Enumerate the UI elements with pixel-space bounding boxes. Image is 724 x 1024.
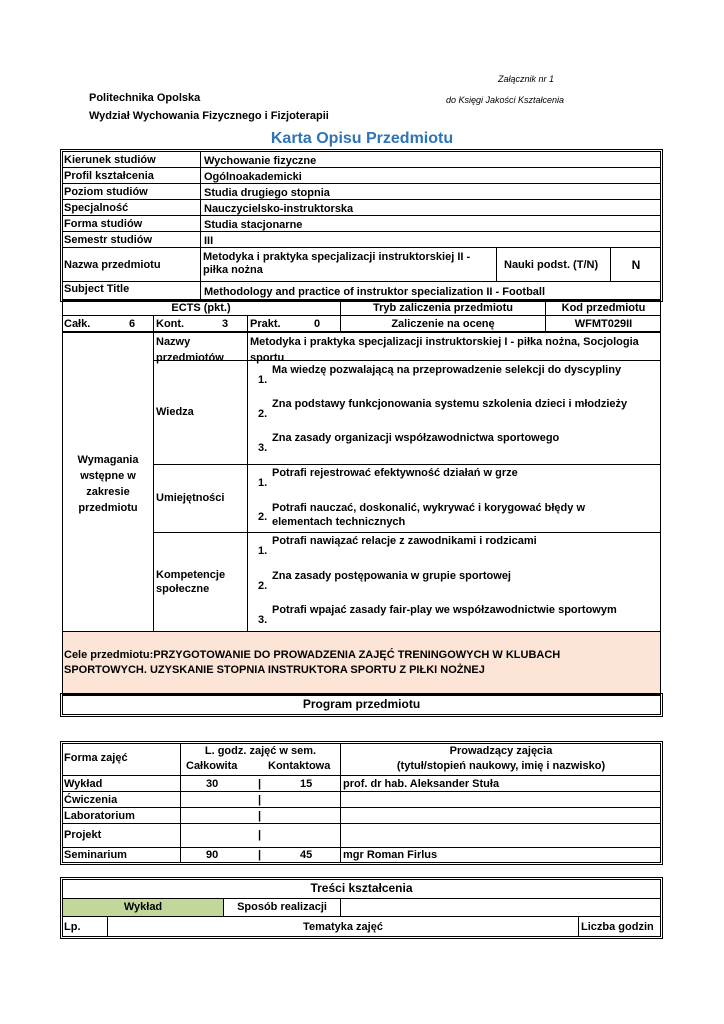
teacher-subheader: (tytuł/stopień naukowy, imię i nazwisko) xyxy=(396,760,606,772)
info-value-semestr: III xyxy=(204,235,214,247)
lp-header: Lp. xyxy=(64,921,81,933)
faculty-name: Wydział Wychowania Fizycznego i Fizjoterapii xyxy=(89,110,329,122)
subject-title-value: Methodology and practice of instruktor specialization II - Football xyxy=(204,286,546,298)
social-item-3: Potrafi wpajać zasady fair-play we współzawodnictwie sportowym xyxy=(272,604,617,616)
class-contact-seminarium: 45 xyxy=(300,849,313,861)
ects-contact-value: 3 xyxy=(222,318,229,330)
social-num-1: 1. xyxy=(258,545,268,557)
ects-header: ECTS (pkt.) xyxy=(171,302,231,314)
hours-count-header: Liczba godzin xyxy=(581,921,654,933)
class-sep-laboratorium: | xyxy=(258,810,262,822)
class-sep-projekt: | xyxy=(258,829,262,841)
class-sep-wyklad: | xyxy=(258,778,262,790)
method-label: Sposób realizacji xyxy=(237,901,327,913)
annex-label: Załącznik nr 1 xyxy=(498,74,555,84)
class-sep-cwiczenia: | xyxy=(258,794,262,806)
class-teacher-seminarium: mgr Roman Firlus xyxy=(343,849,438,861)
skills-item-1: Potrafi rejestrować efektywność działań w grze xyxy=(272,467,518,479)
knowledge-num-3: 3. xyxy=(258,442,268,454)
mode-value: Zaliczenie na ocenę xyxy=(391,318,495,330)
subject-label: Nazwa przedmiotu xyxy=(64,259,161,271)
class-form-seminarium: Seminarium xyxy=(64,849,127,861)
goals-text: Cele przedmiotu:PRZYGOTOWANIE DO PROWADZENIA ZAJĘĆ TRENINGOWYCH W KLUBACH SPORTOWYCH. UZYSKANIE STOPNIA INSTRUKTORA SPORTU Z PIŁKI NOŻNEJ xyxy=(64,649,561,676)
info-label-specjalnosc: Specjalność xyxy=(64,202,129,214)
class-form-wyklad: Wykład xyxy=(64,778,103,790)
lecture-label: Wykład xyxy=(123,901,163,913)
form-header: Forma zajęć xyxy=(64,752,128,764)
skills-label: Umiejętności xyxy=(156,492,225,504)
class-contact-wyklad: 15 xyxy=(300,778,313,790)
mode-header: Tryb zaliczenia przedmiotu xyxy=(373,302,513,314)
basic-science-value: N xyxy=(631,258,641,272)
subject-value: Metodyka i praktyka specjalizacji instruktorskiej II - piłka nożna xyxy=(203,251,471,276)
subject-title-label: Subject Title xyxy=(64,283,130,295)
knowledge-num-2: 2. xyxy=(258,408,268,420)
class-teacher-wyklad: prof. dr hab. Aleksander Stuła xyxy=(343,778,500,790)
knowledge-item-2: Zna podstawy funkcjonowania systemu szkolenia dzieci i młodzieży xyxy=(272,398,628,410)
code-header: Kod przedmiotu xyxy=(561,302,646,314)
page-title: Karta Opisu Przedmiotu xyxy=(270,130,454,147)
knowledge-item-1: Ma wiedzę pozwalającą na przeprowadzenie selekcji do dyscypliny xyxy=(272,364,622,376)
class-total-wyklad: 30 xyxy=(206,778,219,790)
ects-practical-label: Prakt. xyxy=(250,318,281,330)
hours-total-header: Całkowita xyxy=(186,760,238,772)
class-sep-seminarium: | xyxy=(258,849,262,861)
info-label-profil: Profil kształcenia xyxy=(64,170,154,182)
info-value-kierunek: Wychowanie fizyczne xyxy=(204,155,317,167)
info-value-profil: Ogólnoakademicki xyxy=(204,171,302,183)
class-form-cwiczenia: Ćwiczenia xyxy=(64,794,118,806)
program-title: Program przedmiotu xyxy=(302,697,421,711)
hours-header: L. godz. zajęć w sem. xyxy=(204,745,317,757)
hours-contact-header: Kontaktowa xyxy=(268,760,331,772)
code-value: WFMT029II xyxy=(574,318,633,330)
annex-sub-label: do Księgi Jakości Kształcenia xyxy=(446,95,565,105)
knowledge-label: Wiedza xyxy=(156,406,194,418)
skills-num-1: 1. xyxy=(258,477,268,489)
class-total-seminarium: 90 xyxy=(206,849,219,861)
social-num-3: 3. xyxy=(258,614,268,626)
info-label-kierunek: Kierunek studiów xyxy=(64,154,156,166)
info-value-specjalnosc: Nauczycielsko-instruktorska xyxy=(204,203,354,215)
ects-practical-value: 0 xyxy=(314,318,321,330)
skills-num-2: 2. xyxy=(258,511,268,523)
class-form-laboratorium: Laboratorium xyxy=(64,810,135,822)
teacher-header: Prowadzący zajęcia xyxy=(449,745,553,757)
info-label-forma: Forma studiów xyxy=(64,218,143,230)
prereq-names-label: Nazwy przedmiotów xyxy=(156,336,224,364)
social-item-1: Potrafi nawiązać relacje z zawodnikami i rodzicami xyxy=(272,535,537,547)
info-value-forma: Studia stacjonarne xyxy=(204,219,303,231)
requirements-label: Wymagania wstępne w zakresie przedmiotu xyxy=(77,454,139,514)
info-label-semestr: Semestr studiów xyxy=(64,234,153,246)
ects-contact-label: Kont. xyxy=(156,318,185,330)
university-name: Politechnika Opolska xyxy=(89,92,201,104)
ects-total-label: Całk. xyxy=(64,318,91,330)
info-label-poziom: Poziom studiów xyxy=(64,186,148,198)
basic-science-label: Nauki podst. (T/N) xyxy=(504,259,599,271)
knowledge-item-3: Zna zasady organizacji współzawodnictwa sportowego xyxy=(272,432,560,444)
class-form-projekt: Projekt xyxy=(64,829,102,841)
social-num-2: 2. xyxy=(258,580,268,592)
topic-header: Tematyka zajęć xyxy=(303,921,383,933)
info-value-poziom: Studia drugiego stopnia xyxy=(204,187,330,199)
ects-total-value: 6 xyxy=(129,318,136,330)
social-item-2: Zna zasady postępowania w grupie sportowej xyxy=(272,570,511,582)
social-label: Kompetencje społeczne xyxy=(156,569,226,595)
knowledge-num-1: 1. xyxy=(258,374,268,386)
prereq-names-value: Metodyka i praktyka specjalizacji instruktorskiej I - piłka nożna, Socjologia sportu xyxy=(250,336,639,364)
content-title: Treści kształcenia xyxy=(310,881,413,895)
skills-item-2: Potrafi nauczać, doskonalić, wykrywać i korygować błędy w elementach technicznych xyxy=(272,502,586,528)
